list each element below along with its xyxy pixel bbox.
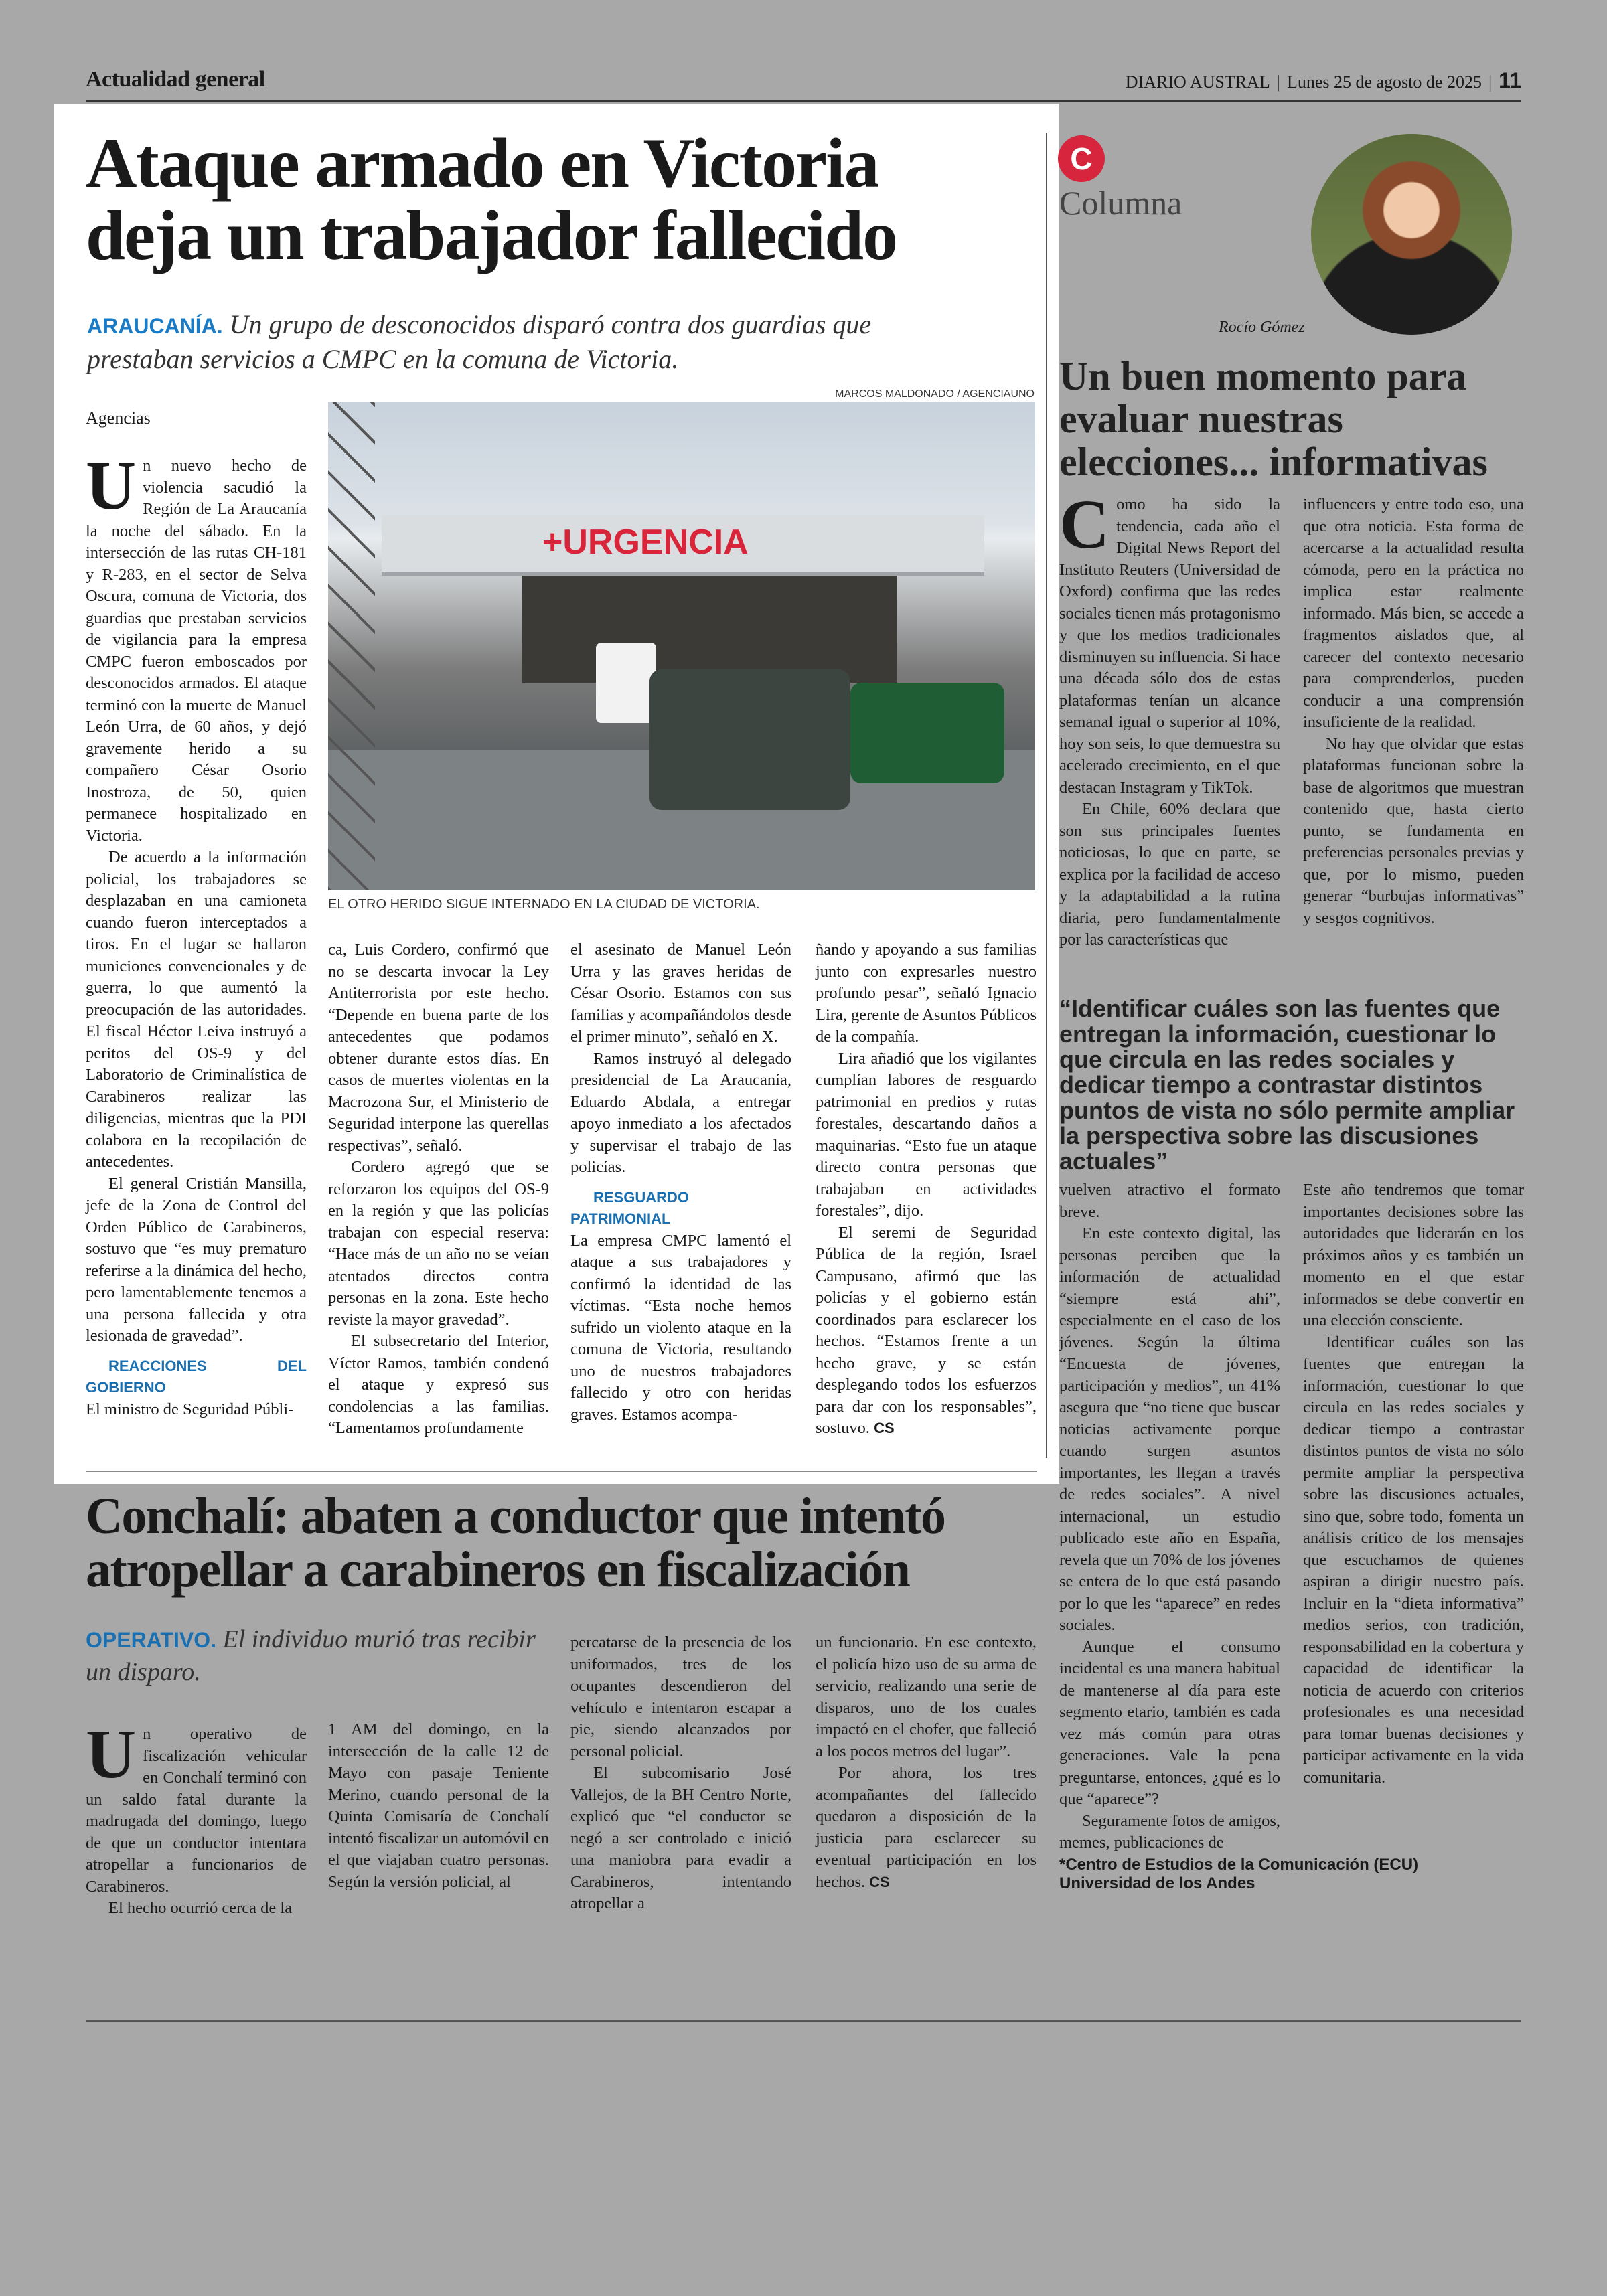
- author-name: Rocío Gómez: [1219, 319, 1305, 336]
- header-rule: [86, 100, 1521, 102]
- paragraph: De acuerdo a la información policial, los trabajadores se desplazaban en una camioneta cuando fueron interceptados a tiros. En el lugar se hallaron municiones convencionales y de guerra, lo que aumentó la preocupación de las autoridades. El fiscal Héctor Leiva instruyó a peritos del OS-9 y del Laboratorio de Criminalística de Carabineros realizar las diligencias, mientras que la PDI colabora en la recopilación de antecedentes.: [86, 848, 307, 1171]
- paragraph: No hay que olvidar que estas plataformas funcionan sobre la base de algoritmos que muestran contenido que, hasta cierto punto, se fundamenta en preferencias personales previas y que, por lo mismo, pueden generar “burbujas informativas” y sesgos cognitivos.: [1303, 734, 1524, 927]
- paragraph: Como ha sido la tendencia, cada año el Digital News Report del Instituto Reuters (Universidad de Oxford) confirma que las redes sociales tienen más protagonismo y que los medios tradicionales disminuyen su influencia. Si hace una década sólo dos de estas plataformas tenían un alcance semanal igual o superior al 10%, hoy son seis, lo que demuestra su acelerado crecimiento, en el que destacan Instagram y TikTok.: [1059, 486, 1280, 797]
- article-column: [570, 1632, 791, 1915]
- page-bottom-rule: [86, 2020, 1521, 2022]
- column-text: [1059, 486, 1280, 951]
- pickup-truck: [649, 669, 850, 810]
- paragraph: Un nuevo hecho de violencia sacudió la Región de La Araucanía la noche del sábado. En la intersección de las rutas CH-181 y R-283, en el sector de Selva Oscura, comuna de Victoria, dos guardias que prestaban servicios de vigilancia para la empresa CMPC fueron emboscados por desconocidos armados. El ataque terminó con la muerte de Manuel León Urra, de 60 años, y dejó gravemente herido a su compañero César Osorio Inostroza, de 50, quien permanece hospitalizado en Victoria.: [86, 447, 307, 845]
- entrance-arch: [522, 576, 897, 683]
- drop-cap: C: [1059, 486, 1110, 563]
- column-label: Columna: [1059, 184, 1182, 222]
- police-vehicle: [850, 683, 1004, 783]
- column-text: [1303, 1179, 1524, 1789]
- column-badge-icon: C: [1058, 135, 1105, 182]
- paragraph: un funcionario. En ese contexto, el policía hizo uso de su arma de servicio, realizando una serie de disparos, uno de los cuales impactó en el chofer, que falleció a los pocos metros del lugar”.: [816, 1633, 1037, 1760]
- article-title: Ataque armado en Victoria deja un trabajador fallecido: [86, 124, 897, 274]
- ambulance: [596, 643, 656, 723]
- paragraph: Identificar cuáles son las fuentes que entregan la información, cuestionar lo que circula en las redes sociales y dedicar tiempo a contrastar distintos puntos de vista no sólo permite ampliar la perspectiva sobre las discusiones actuales, sino que, sobre todo, fomenta un análisis crítico de los mensajes que escuchamos de quienes aspiran a dirigir nuestro país. Incluir en la “dieta informativa” medios serios, con tradición, responsabilidad en la cobertura y capacidad de identificar la noticia de acuerdo con criterios profesionales es una necesidad para tomar buenas decisiones y participar activamente en la vida comunitaria.: [1303, 1333, 1524, 1787]
- paragraph: vuelven atractivo el formato breve.: [1059, 1181, 1280, 1221]
- scaffold: [328, 402, 375, 890]
- paragraph: El subcomisario José Vallejos, de la BH Centro Norte, explicó que “el conductor se negó a ser controlado e inició una maniobra para evadir a Carabineros, intentando atropellar a: [570, 1764, 791, 1912]
- paragraph: El seremi de Seguridad Pública de la región, Israel Campusano, afirmó que las policías y el gobierno están coordinados para esclarecer los hechos. “Estamos frente a un hecho grave, y se están desplegando todos los esfuerzos para dar con los responsables”, sostuvo. CS: [816, 1223, 1037, 1437]
- column-title: Un buen momento para evaluar nuestras elecciones... informativas: [1059, 354, 1488, 484]
- paragraph: El subsecretario del Interior, Víctor Ramos, también condenó el ataque y expresó sus condolencias a las familias. “Lamentamos profundamente: [328, 1332, 549, 1437]
- paragraph: percatarse de la presencia de los uniformados, tres de los ocupantes descendieron del vehículo e intentaron escapar a pie, siendo alcanzados por personal policial.: [570, 1633, 791, 1760]
- article-deck: [87, 308, 978, 376]
- article-deck: [86, 1623, 541, 1688]
- paragraph: En Chile, 60% declara que son sus principales fuentes noticiosas, lo que en parte, se explica por la facilidad de acceso y la adaptabilidad a la rutina diaria, pero fundamentalmente por las características que: [1059, 800, 1280, 949]
- column-text: [1059, 1179, 1280, 1854]
- subheading: RESGUARDO PATRIMONIAL: [570, 1188, 690, 1227]
- article-column: [86, 1716, 307, 1920]
- paragraph: ñando y apoyando a sus familias junto con expresarles nuestro profundo pesar”, señaló Ignacio Lira, gerente de Asuntos Públicos de la compañía.: [816, 940, 1037, 1046]
- urgencia-sign: +URGENCIA: [542, 523, 749, 562]
- photo-credit: MARCOS MALDONADO / AGENCIAUNO: [835, 388, 1035, 400]
- article-column: [328, 1719, 549, 1893]
- drop-cap: U: [86, 447, 137, 524]
- paragraph: Este año tendremos que tomar importantes decisiones sobre las autoridades que liderarán en los próximos años y es también un momento en el que estar informados se debe convertir en una elección consciente.: [1303, 1181, 1524, 1329]
- column-divider: [1046, 133, 1047, 1458]
- article-column: [816, 939, 1037, 1440]
- paragraph: Por ahora, los tres acompañantes del fallecido quedaron a disposición de la justicia para esclarecer su eventual participación en los hechos. CS: [816, 1764, 1037, 1891]
- paragraph: el asesinato de Manuel León Urra y las graves heridas de César Osorio. Estamos con sus familias y acompañándolos desde el primer minuto”, señaló en X.: [570, 940, 791, 1046]
- photo-caption: EL OTRO HERIDO SIGUE INTERNADO EN LA CIUDAD DE VICTORIA.: [328, 897, 760, 912]
- paragraph: El general Cristián Mansilla, jefe de la Zona de Control del Orden Público de Carabineros, sostuvo que “es muy prematuro referirse a la dinámica del hecho, pero lamentablemente tenemos a una persona fallecida y otra lesionada de gravedad”.: [86, 1174, 307, 1345]
- deck-text: Un grupo de desconocidos disparó contra dos guardias que prestaban servicios a CMPC en la comuna de Victoria.: [87, 309, 872, 374]
- subheading: REACCIONES DEL GOBIERNO: [86, 1357, 307, 1396]
- issue-date: Lunes 25 de agosto de 2025: [1286, 72, 1482, 92]
- article-kicker: OPERATIVO.: [86, 1628, 216, 1652]
- byline: Agencias: [86, 408, 151, 428]
- newspaper-name: DIARIO AUSTRAL: [1125, 72, 1270, 92]
- pull-quote: “Identificar cuáles son las fuentes que entregan la información, cuestionar lo que circula en las redes sociales y dedicar tiempo a contrastar distintos puntos de vista no sólo permite ampliar la perspectiva sobre las discusiones actuales”: [1059, 995, 1515, 1175]
- article-column: [86, 447, 307, 1420]
- paragraph: Un operativo de fiscalización vehicular en Conchalí terminó con un saldo fatal durante la madrugada del domingo, luego de que un conductor intentara atropellar a funcionarios de Carabineros.: [86, 1716, 307, 1896]
- paragraph: El ministro de Seguridad Públi-: [86, 1400, 294, 1418]
- paragraph: El hecho ocurrió cerca de la: [108, 1899, 293, 1917]
- paragraph: ca, Luis Cordero, confirmó que no se descarta invocar la Ley Antiterrorista por este hecho. “Depende en buena parte de los antecedentes que podamos obtener durante estos días. En casos de muertes violentas en la Macrozona Sur, el Ministerio de Seguridad interpone las querellas respectivas”, señaló.: [328, 940, 549, 1155]
- column-footnote: *Centro de Estudios de la Comunicación (ECU) Universidad de los Andes: [1059, 1856, 1419, 1892]
- paragraph: Cordero agregó que se reforzaron los equipos del OS-9 en la región y que las policías trabajan con especial reserva: “Hace más de un año no se veían atentados directos contra personas en la zona. Este hecho reviste la mayor gravedad”.: [328, 1158, 549, 1329]
- deck-text: El individuo murió tras recibir un disparo.: [86, 1625, 536, 1686]
- hospital-photo: [328, 402, 1035, 890]
- end-mark-icon: CS: [874, 1420, 895, 1437]
- paragraph: Seguramente fotos de amigos, memes, publicaciones de: [1059, 1811, 1280, 1852]
- article-column: [570, 939, 791, 1426]
- column-text: [1303, 494, 1524, 929]
- paragraph: 1 AM del domingo, en la intersección de la calle 12 de Mayo con pasaje Teniente Merino, cuando personal de la Quinta Comisaría de Conchalí intentó fiscalizar un automóvil en el que viajaban cuatro personas. Según la versión policial, al: [328, 1720, 549, 1891]
- article-title: Conchalí: abaten a conductor que intentó atropellar a carabineros en fiscalización: [86, 1488, 945, 1598]
- header-separator: |: [1488, 72, 1493, 92]
- paragraph: La empresa CMPC lamentó el ataque a sus trabajadores y confirmó la identidad de las víctimas. “Esta noche hemos sufrido un violento ataque en la comuna de Victoria, resultando uno de nuestros trabajadores fallecido y otro con heridas graves. Estamos acompa-: [570, 1231, 791, 1424]
- page-header-info: [1126, 68, 1521, 93]
- paragraph: En este contexto digital, las personas perciben que la información de actualidad “siempre está ahí”, especialmente en el caso de los jóvenes. Según la última “Encuesta de jóvenes, participación y medios”, un 41% asegura que “no tiene que buscar noticias activamente porque cuando surgen asuntos importantes, les llegan a través de redes sociales”. A nivel internacional, un estudio publicado este año en España, revela que un 70% de los jóvenes se entera de lo que está pasando por lo que les “aparece” en redes sociales.: [1059, 1224, 1280, 1634]
- paragraph: influencers y entre todo eso, una que otra noticia. Esta forma de acercarse a la actualidad resulta cómoda, pero en la práctica no implica estar realmente informado. Más bien, se accede a fragmentos aislados que, al carecer del contexto necesario para comprenderlos, pueden conducir a una comprensión insuficiente de la realidad.: [1303, 495, 1524, 731]
- section-label: Actualidad general: [86, 67, 265, 92]
- header-separator: |: [1276, 72, 1280, 92]
- article-kicker: ARAUCANÍA.: [87, 314, 223, 338]
- paragraph: Lira añadió que los vigilantes cumplían labores de resguardo patrimonial en predios y rutas forestales, descartando daños a maquinarias. “Esto fue un ataque directo contra personas que trabajaban en actividades forestales”, dijo.: [816, 1049, 1037, 1220]
- end-mark-icon: CS: [869, 1873, 890, 1890]
- paragraph: Aunque el consumo incidental es una manera habitual de mantenerse al día para este segmento etario, también es cada vez más común para otras generaciones. Vale la pena preguntarse, entonces, ¿qué es lo que “aparece”?: [1059, 1637, 1280, 1808]
- article-column: [328, 939, 549, 1440]
- author-portrait: [1311, 134, 1512, 335]
- paragraph: Ramos instruyó al delegado presidencial de La Araucanía, Eduardo Abdala, a entregar apoyo inmediato a los afectados y supervisar el trabajo de las policías.: [570, 1049, 791, 1176]
- page-number: 11: [1499, 68, 1521, 92]
- drop-cap: U: [86, 1716, 137, 1793]
- article-column: [816, 1632, 1037, 1893]
- article-separator: [86, 1471, 1037, 1472]
